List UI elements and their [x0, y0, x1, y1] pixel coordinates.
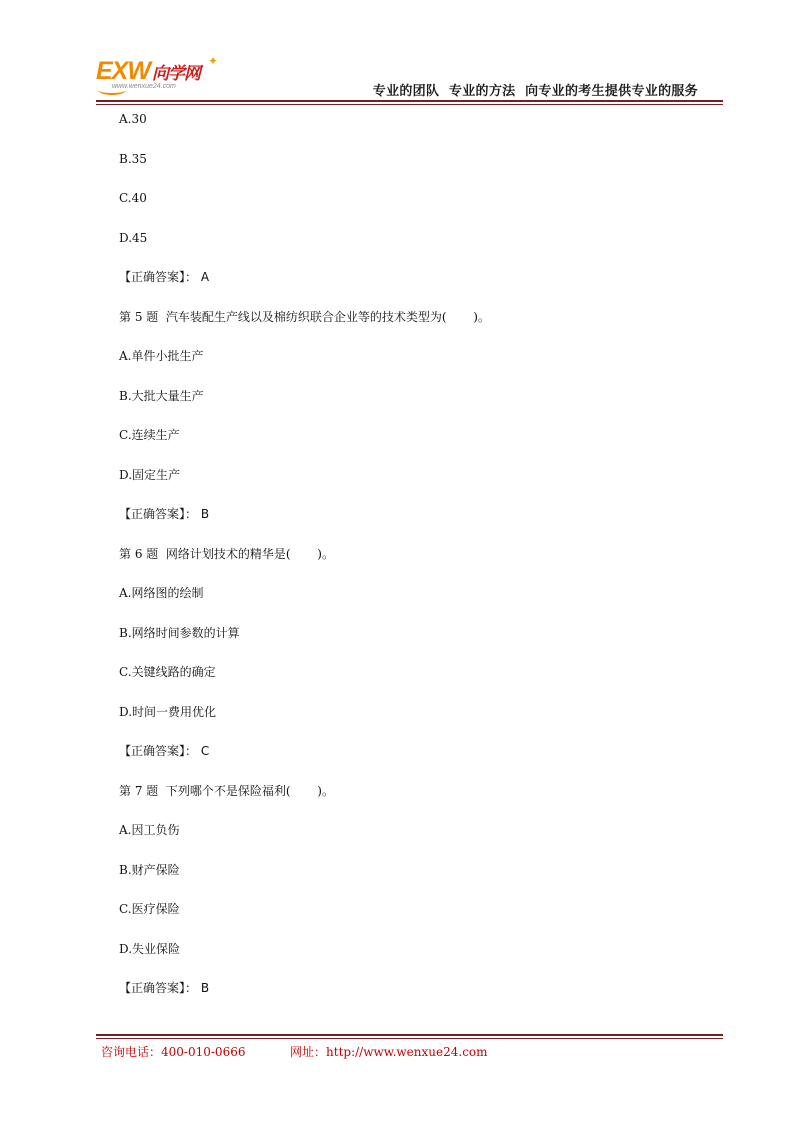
footer-phone	[101, 1043, 245, 1060]
answer-line: 【正确答案】： A	[119, 270, 210, 284]
option-line: A.网络图的绘制	[119, 586, 204, 600]
logo-letters: EXW	[96, 57, 150, 85]
logo-chinese: 向学网	[151, 64, 200, 83]
footer-divider	[96, 1034, 723, 1036]
question-line: 第 6 题 网络计划技术的精华是( )。	[119, 546, 334, 561]
star-icon: ✦	[208, 54, 219, 68]
answer-line: 【正确答案】： B	[119, 981, 210, 995]
question-line: 第 5 题 汽车装配生产线以及棉纺织联合企业等的技术类型为( )。	[119, 309, 490, 324]
option-line: D.时间一费用优化	[119, 704, 217, 719]
answer-line: 【正确答案】： C	[119, 744, 210, 758]
option-line: C.医疗保险	[119, 902, 180, 916]
option-line: D.45	[119, 230, 148, 245]
header-slogan: 专业的团队 专业的方法 向专业的考生提供专业的服务	[372, 84, 698, 99]
question-line: 第 7 题 下列哪个不是保险福利( )。	[119, 783, 334, 798]
option-line: A.30	[119, 112, 147, 126]
option-line: D.失业保险	[119, 941, 181, 956]
option-line: C.关键线路的确定	[119, 665, 216, 679]
phone-number: 400-010-0666	[161, 1045, 246, 1059]
option-line: B.大批大量生产	[119, 388, 204, 403]
site-logo	[96, 54, 219, 99]
logo-wordmark	[96, 59, 200, 84]
option-line: B.网络时间参数的计算	[119, 625, 240, 640]
option-line: B.35	[119, 151, 147, 166]
website-link[interactable]: http://www.wenxue24.com	[326, 1045, 488, 1059]
option-line: C.40	[119, 191, 147, 205]
header-divider-thin	[96, 104, 723, 105]
option-line: B.财产保险	[119, 862, 180, 877]
answer-line: 【正确答案】： B	[119, 507, 210, 521]
url-label: 网址：	[290, 1045, 327, 1059]
header-divider	[96, 100, 723, 102]
footer-website	[290, 1043, 488, 1060]
option-line: A.单件小批生产	[119, 349, 204, 363]
option-line: C.连续生产	[119, 428, 180, 442]
option-line: D.固定生产	[119, 467, 181, 482]
footer-divider-thin	[96, 1038, 723, 1039]
phone-label: 咨询电话：	[101, 1045, 162, 1059]
logo-url: www.wenxue24.com	[112, 83, 176, 90]
document-body	[119, 109, 719, 1018]
option-line: A.因工负伤	[119, 823, 180, 837]
